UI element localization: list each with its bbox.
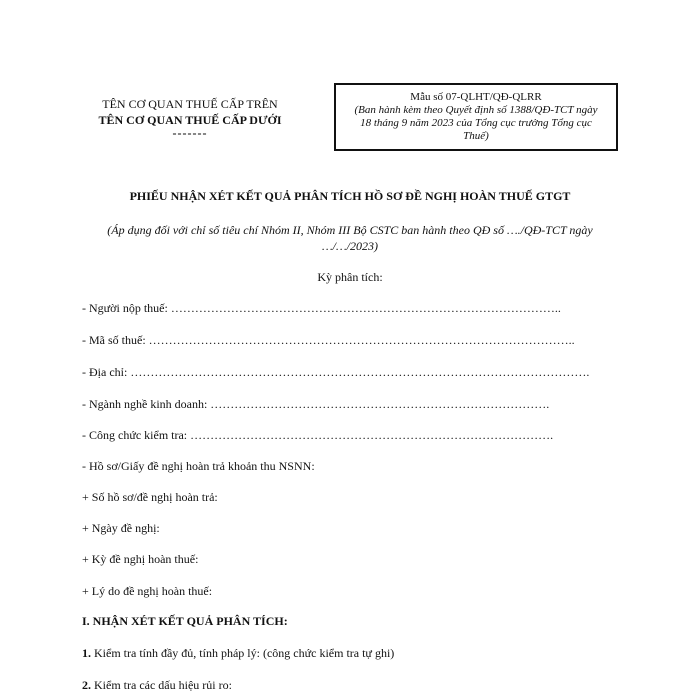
address-field: - Địa chỉ: ……………………………………………………………………………………………………. [82, 365, 590, 379]
form-code: Mẫu số 07-QLHT/QĐ-QLRR [410, 91, 542, 103]
agency-divider: ------- [172, 126, 208, 140]
request-date-field: + Ngày đề nghị: [82, 521, 160, 535]
tax-code-field: - Mã số thuế: …………………………………………………………………………………………….. [82, 333, 575, 347]
issued-note-line-3: Thuế) [463, 130, 489, 142]
form-title: PHIẾU NHẬN XÉT KẾT QUẢ PHÂN TÍCH HỒ SƠ ĐỀ NGHỊ HOÀN THUẾ GTGT [129, 189, 571, 203]
taxpayer-field: - Người nộp thuế: …………………………………………………………………………………….. [82, 301, 561, 315]
form-code-box [334, 83, 618, 151]
section-1-item-1 [82, 646, 394, 661]
section-1-item-2 [82, 678, 232, 693]
lower-agency-name: TÊN CƠ QUAN THUẾ CẤP DƯỚI [98, 113, 282, 127]
form-subtitle [100, 222, 600, 254]
dossier-field: - Hồ sơ/Giấy đề nghị hoàn trả khoản thu NSNN: [82, 459, 315, 473]
dossier-number-field: + Số hồ sơ/đề nghị hoàn trả: [82, 490, 218, 504]
officer-field: - Công chức kiểm tra: ………………………………………………………………………………. [82, 428, 554, 442]
agency-header [90, 96, 290, 138]
item-2-number: 2. [82, 678, 91, 692]
item-1-number: 1. [82, 646, 91, 660]
refund-period-field: + Kỳ đề nghị hoàn thuế: [82, 552, 199, 566]
issued-note-line-2: 18 tháng 9 năm 2023 của Tổng cục trưởng Tổng cục [360, 117, 592, 129]
analysis-period-label: Kỳ phân tích: [317, 270, 383, 284]
item-1-text: Kiểm tra tính đầy đủ, tính pháp lý: (công chức kiểm tra tự ghi) [91, 646, 395, 660]
item-2-text: Kiểm tra các dấu hiệu rủi ro: [91, 678, 232, 692]
upper-agency-name: TÊN CƠ QUAN THUẾ CẤP TRÊN [102, 97, 278, 111]
subtitle-line-2: …/…/2023) [321, 239, 378, 253]
business-line-field: - Ngành nghề kinh doanh: …………………………………………………………………………. [82, 397, 550, 411]
refund-reason-field: + Lý do đề nghị hoàn thuế: [82, 584, 213, 598]
issued-note-line-1: (Ban hành kèm theo Quyết định số 1388/QĐ-TCT ngày [354, 104, 598, 116]
section-1-heading: I. NHẬN XÉT KẾT QUẢ PHÂN TÍCH: [82, 614, 288, 628]
subtitle-line-1: (Áp dụng đối với chỉ số tiêu chí Nhóm II, Nhóm III Bộ CSTC ban hành theo QĐ số …./QĐ-TCT ngày [107, 223, 593, 237]
